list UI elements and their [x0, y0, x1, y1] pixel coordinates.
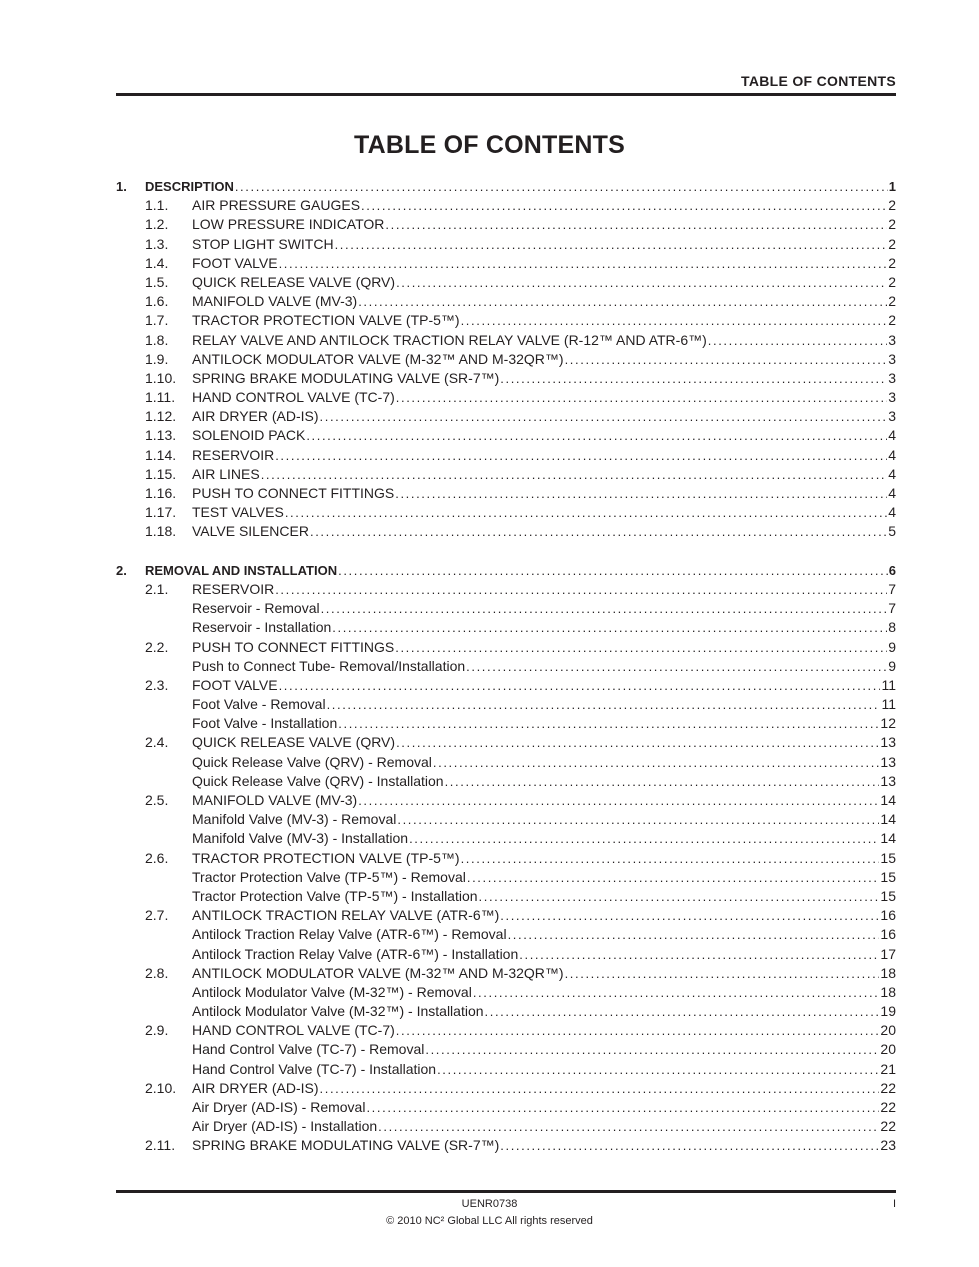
toc-entry[interactable]: [116, 1002, 896, 1021]
toc-entry-page: 12: [880, 715, 896, 732]
toc-entry[interactable]: [116, 426, 896, 445]
toc-entry[interactable]: [116, 1079, 896, 1098]
toc-entry-title: Push to Connect Tube- Removal/Installation: [192, 657, 466, 674]
toc-entry[interactable]: [116, 695, 896, 714]
toc-entry-page: 20: [880, 1022, 896, 1039]
dot-leader: [396, 388, 887, 407]
toc-entry[interactable]: [116, 1060, 896, 1079]
toc-entry-page: 9: [888, 657, 896, 674]
dot-leader: [500, 369, 887, 388]
dot-leader: [279, 676, 881, 695]
footer-copyright: © 2010 NC² Global LLC All rights reserved: [386, 1215, 593, 1227]
toc-entry[interactable]: [116, 849, 896, 868]
toc-entry-page: 4: [888, 446, 896, 463]
toc-entry-title: ANTILOCK MODULATOR VALVE (M-32™ AND M-32QR™): [192, 350, 564, 367]
toc-entry-page: 4: [888, 504, 896, 521]
toc-entry[interactable]: [116, 1117, 896, 1136]
toc-entry[interactable]: [116, 906, 896, 925]
header-rule: [116, 93, 896, 96]
toc-entry[interactable]: [116, 638, 896, 657]
toc-entry-page: 2: [888, 293, 896, 310]
toc-entry-number: 2.1.: [145, 580, 169, 597]
toc-entry-page: 6: [888, 562, 896, 578]
toc-entry-page: 14: [880, 830, 896, 847]
toc-entry-title: LOW PRESSURE INDICATOR: [192, 216, 385, 233]
toc-entry-page: 11: [881, 676, 896, 693]
toc-entry[interactable]: [116, 599, 896, 618]
toc-entry[interactable]: [116, 945, 896, 964]
toc-entry-page: 19: [880, 1003, 896, 1020]
toc-entry-page: 3: [888, 389, 896, 406]
toc-entry-number: 1.11.: [145, 389, 176, 406]
footer-doc-number: UENR0738: [461, 1198, 518, 1210]
toc-entry[interactable]: [116, 887, 896, 906]
toc-entry[interactable]: [116, 292, 896, 311]
toc-entry[interactable]: [116, 235, 896, 254]
dot-leader: [395, 484, 887, 503]
toc-entry-number: 1.18.: [145, 523, 177, 540]
dot-leader: [519, 945, 879, 964]
toc-entry[interactable]: [116, 254, 896, 273]
toc-entry[interactable]: [116, 446, 896, 465]
toc-entry-number: 1.16.: [145, 485, 177, 501]
dot-leader: [285, 503, 887, 522]
toc-entry-number: 2.3.: [145, 676, 169, 693]
toc-entry-page: 18: [880, 983, 896, 1000]
toc-entry-page: 2: [888, 273, 896, 290]
toc-entry-title: SOLENOID PACK: [192, 427, 306, 444]
toc-entry-title: Antilock Modulator Valve (M-32™) - Removal: [192, 983, 472, 1000]
toc-entry-number: 1.12.: [145, 408, 177, 425]
toc-entry-page: 15: [880, 849, 896, 866]
toc-entry-page: 4: [888, 427, 896, 444]
toc-entry-title: VALVE SILENCER: [192, 523, 309, 540]
dot-leader: [508, 925, 880, 944]
toc-entry-title: Hand Control Valve (TC-7) - Installation: [192, 1060, 437, 1077]
toc-entry-number: 1.17.: [145, 504, 177, 521]
dot-leader: [321, 599, 888, 618]
toc-entry-number: 1.3.: [145, 235, 169, 252]
toc-entry-number: 1.10.: [145, 369, 177, 386]
toc-entry[interactable]: [116, 561, 896, 580]
toc-entry-page: 14: [880, 792, 896, 808]
dot-leader: [261, 465, 888, 484]
toc-entry-title: RESERVOIR: [192, 580, 275, 597]
dot-leader: [320, 407, 888, 426]
toc-entry-number: 1.6.: [145, 293, 169, 310]
toc-entry-title: AIR LINES: [192, 465, 260, 482]
footer-rule: [116, 1190, 896, 1193]
dot-leader: [395, 638, 887, 657]
dot-leader: [409, 829, 879, 848]
toc-entry[interactable]: [116, 407, 896, 426]
dot-leader: [473, 983, 880, 1002]
toc-entry-number: 2.8.: [145, 964, 169, 981]
toc-entry-page: 14: [880, 811, 896, 828]
toc-entry[interactable]: [116, 657, 896, 676]
dot-leader: [437, 1060, 879, 1079]
toc-entry-page: 7: [888, 580, 896, 597]
toc-entry[interactable]: [116, 522, 896, 541]
toc-entry-number: 1.14.: [145, 446, 177, 463]
dot-leader: [306, 426, 887, 445]
toc-entry-page: 3: [888, 408, 896, 425]
toc-entry-number: 1.4.: [145, 254, 169, 271]
toc-entry-title: QUICK RELEASE VALVE (QRV): [192, 734, 396, 751]
toc-entry-page: 13: [880, 772, 896, 789]
toc-entry-title: MANIFOLD VALVE (MV-3): [192, 792, 358, 808]
toc-entry-page: 11: [881, 696, 896, 713]
toc-entry[interactable]: [116, 964, 896, 983]
toc-entry-title: Antilock Traction Relay Valve (ATR-6™) - Installation: [192, 945, 519, 962]
toc-entry-page: 2: [888, 235, 896, 252]
toc-entry-title: FOOT VALVE: [192, 676, 278, 693]
dot-leader: [366, 1098, 879, 1117]
table-of-contents: [116, 177, 896, 1156]
toc-entry[interactable]: [116, 215, 896, 234]
dot-leader: [279, 254, 888, 273]
toc-entry-number: 2.5.: [145, 792, 169, 808]
toc-entry-title: FOOT VALVE: [192, 254, 278, 271]
toc-entry-page: 16: [880, 926, 896, 943]
toc-entry-number: 1.13.: [145, 427, 177, 444]
dot-leader: [466, 657, 887, 676]
dot-leader: [338, 561, 888, 580]
toc-entry-page: 22: [880, 1079, 896, 1096]
toc-entry-title: RELAY VALVE AND ANTILOCK TRACTION RELAY VALVE (R-12™ AND ATR-6™): [192, 331, 707, 348]
dot-leader: [235, 177, 888, 196]
dot-leader: [335, 235, 888, 254]
dot-leader: [708, 331, 887, 350]
toc-entry[interactable]: [116, 388, 896, 407]
toc-entry-page: 3: [888, 331, 896, 348]
toc-entry-page: 17: [880, 945, 896, 962]
toc-entry-number: 2.11.: [145, 1137, 176, 1154]
dot-leader: [565, 964, 880, 983]
toc-entry-title: AIR DRYER (AD-IS): [192, 408, 319, 425]
toc-entry-title: HAND CONTROL VALVE (TC-7): [192, 1022, 395, 1039]
toc-entry-number: 1.8.: [145, 331, 169, 348]
dot-leader: [378, 1117, 879, 1136]
toc-entry-number: 1.15.: [145, 465, 177, 482]
toc-entry[interactable]: [116, 925, 896, 944]
page-title: TABLE OF CONTENTS: [354, 131, 625, 159]
dot-leader: [361, 196, 887, 215]
toc-entry-page: 21: [880, 1060, 896, 1077]
dot-leader: [338, 714, 879, 733]
toc-entry-page: 5: [888, 523, 896, 540]
toc-entry[interactable]: [116, 503, 896, 522]
toc-entry-number: 2.10.: [145, 1079, 177, 1096]
toc-entry-page: 9: [888, 638, 896, 655]
dot-leader: [467, 868, 880, 887]
toc-entry-number: 1.: [116, 179, 127, 194]
dot-leader: [332, 618, 887, 637]
toc-entry[interactable]: [116, 1136, 896, 1155]
dot-leader: [479, 887, 880, 906]
toc-entry-number: 2.9.: [145, 1022, 169, 1039]
dot-leader: [275, 580, 887, 599]
toc-entry[interactable]: [116, 810, 896, 829]
toc-entry-page: 2: [888, 312, 896, 329]
toc-entry-title: Air Dryer (AD-IS) - Installation: [192, 1118, 378, 1135]
toc-entry-number: 2.: [116, 562, 127, 578]
toc-entry-title: AIR PRESSURE GAUGES: [192, 197, 361, 214]
dot-leader: [385, 215, 887, 234]
dot-leader: [396, 273, 887, 292]
toc-entry-title: STOP LIGHT SWITCH: [192, 235, 334, 252]
dot-leader: [500, 1136, 879, 1155]
dot-leader: [320, 1079, 880, 1098]
toc-entry-title: TRACTOR PROTECTION VALVE (TP-5™): [192, 849, 460, 866]
toc-entry[interactable]: [116, 772, 896, 791]
toc-entry-page: 20: [880, 1041, 896, 1058]
footer-page-number: I: [892, 1198, 896, 1210]
toc-entry-number: 1.1.: [145, 197, 169, 214]
toc-entry[interactable]: [116, 331, 896, 350]
toc-entry-page: 13: [880, 734, 896, 751]
toc-entry[interactable]: [116, 311, 896, 330]
toc-entry-page: 7: [888, 600, 896, 617]
dot-leader: [445, 772, 880, 791]
dot-leader: [275, 446, 887, 465]
toc-entry-title: AIR DRYER (AD-IS): [192, 1079, 319, 1096]
toc-entry-title: Tractor Protection Valve (TP-5™) - Installation: [192, 887, 478, 904]
toc-entry-page: 2: [888, 197, 896, 214]
dot-leader: [327, 695, 881, 714]
toc-entry-page: 15: [880, 868, 896, 885]
toc-entry[interactable]: [116, 868, 896, 887]
dot-leader: [461, 849, 880, 868]
toc-entry[interactable]: [116, 369, 896, 388]
dot-leader: [500, 906, 879, 925]
toc-entry-page: 15: [880, 887, 896, 904]
toc-entry-page: 23: [880, 1137, 896, 1154]
toc-entry-number: 1.9.: [145, 350, 169, 367]
toc-entry-title: Air Dryer (AD-IS) - Removal: [192, 1099, 366, 1115]
toc-entry-title: Manifold Valve (MV-3) - Removal: [192, 811, 397, 828]
toc-entry-title: Reservoir - Installation: [192, 619, 332, 636]
toc-entry-title: Foot Valve - Removal: [192, 696, 326, 713]
toc-entry-number: 2.7.: [145, 907, 169, 924]
toc-entry-page: 4: [888, 465, 896, 482]
toc-entry-title: ANTILOCK MODULATOR VALVE (M-32™ AND M-32QR™): [192, 964, 564, 981]
toc-entry[interactable]: [116, 829, 896, 848]
toc-entry-title: Hand Control Valve (TC-7) - Removal: [192, 1041, 425, 1058]
toc-entry-title: DESCRIPTION: [145, 179, 234, 194]
toc-entry-page: 13: [880, 753, 896, 770]
toc-entry[interactable]: [116, 676, 896, 695]
toc-entry[interactable]: [116, 350, 896, 369]
toc-entry-title: Antilock Modulator Valve (M-32™) - Installation: [192, 1003, 484, 1020]
dot-leader: [485, 1002, 880, 1021]
toc-entry-title: REMOVAL AND INSTALLATION: [145, 562, 338, 578]
toc-entry-title: MANIFOLD VALVE (MV-3): [192, 293, 358, 310]
toc-entry[interactable]: [116, 1040, 896, 1059]
dot-leader: [433, 753, 880, 772]
toc-entry[interactable]: [116, 273, 896, 292]
toc-entry-number: 2.2.: [145, 638, 169, 655]
toc-entry-page: 22: [880, 1099, 896, 1115]
toc-entry-page: 2: [888, 254, 896, 271]
toc-entry-title: RESERVOIR: [192, 446, 275, 463]
toc-entry[interactable]: [116, 465, 896, 484]
toc-entry-page: 22: [880, 1118, 896, 1135]
toc-entry-title: TRACTOR PROTECTION VALVE (TP-5™): [192, 312, 460, 329]
toc-entry[interactable]: [116, 733, 896, 752]
toc-entry[interactable]: [116, 714, 896, 733]
toc-entry-page: 4: [888, 485, 896, 501]
dot-leader: [565, 350, 888, 369]
toc-entry-number: 1.7.: [145, 312, 169, 329]
toc-entry-title: Reservoir - Removal: [192, 600, 320, 617]
toc-entry-title: QUICK RELEASE VALVE (QRV): [192, 273, 396, 290]
toc-entry-title: SPRING BRAKE MODULATING VALVE (SR-7™): [192, 369, 500, 386]
toc-entry-title: Quick Release Valve (QRV) - Removal: [192, 753, 432, 770]
dot-leader: [396, 733, 879, 752]
toc-entry[interactable]: [116, 580, 896, 599]
toc-entry[interactable]: [116, 983, 896, 1002]
toc-entry-title: Quick Release Valve (QRV) - Installation: [192, 772, 444, 789]
toc-entry-page: 18: [880, 964, 896, 981]
toc-entry[interactable]: [116, 196, 896, 215]
toc-entry-number: 1.2.: [145, 216, 169, 233]
toc-entry-page: 3: [888, 369, 896, 386]
dot-leader: [358, 791, 879, 810]
dot-leader: [310, 522, 887, 541]
toc-entry-title: HAND CONTROL VALVE (TC-7): [192, 389, 395, 406]
toc-entry-page: 8: [888, 619, 896, 636]
toc-entry-title: TEST VALVES: [192, 504, 284, 521]
dot-leader: [461, 311, 888, 330]
dot-leader: [397, 810, 879, 829]
toc-entry[interactable]: [116, 1021, 896, 1040]
dot-leader: [396, 1021, 880, 1040]
toc-entry-title: Antilock Traction Relay Valve (ATR-6™) - Removal: [192, 926, 507, 943]
toc-entry-page: 3: [888, 350, 896, 367]
toc-entry-page: 2: [888, 216, 896, 233]
dot-leader: [425, 1040, 879, 1059]
toc-entry[interactable]: [116, 791, 896, 810]
toc-entry-title: PUSH TO CONNECT FITTINGS: [192, 638, 395, 655]
dot-leader: [358, 292, 887, 311]
toc-entry-number: 1.5.: [145, 273, 169, 290]
toc-entry-title: Manifold Valve (MV-3) - Installation: [192, 830, 409, 847]
running-header-title: TABLE OF CONTENTS: [741, 73, 896, 89]
toc-entry[interactable]: [116, 1098, 896, 1117]
toc-entry-title: ANTILOCK TRACTION RELAY VALVE (ATR-6™): [192, 907, 500, 924]
toc-entry-page: 1: [888, 179, 896, 194]
toc-entry[interactable]: [116, 753, 896, 772]
toc-entry-title: SPRING BRAKE MODULATING VALVE (SR-7™): [192, 1137, 500, 1154]
toc-entry[interactable]: [116, 177, 896, 196]
toc-entry[interactable]: [116, 618, 896, 637]
toc-entry-title: PUSH TO CONNECT FITTINGS: [192, 485, 395, 501]
toc-entry-title: Tractor Protection Valve (TP-5™) - Removal: [192, 868, 466, 885]
toc-entry[interactable]: [116, 484, 896, 503]
toc-entry-number: 2.4.: [145, 734, 169, 751]
toc-entry-page: 16: [880, 907, 896, 924]
toc-entry-title: Foot Valve - Installation: [192, 715, 338, 732]
toc-entry-number: 2.6.: [145, 849, 169, 866]
